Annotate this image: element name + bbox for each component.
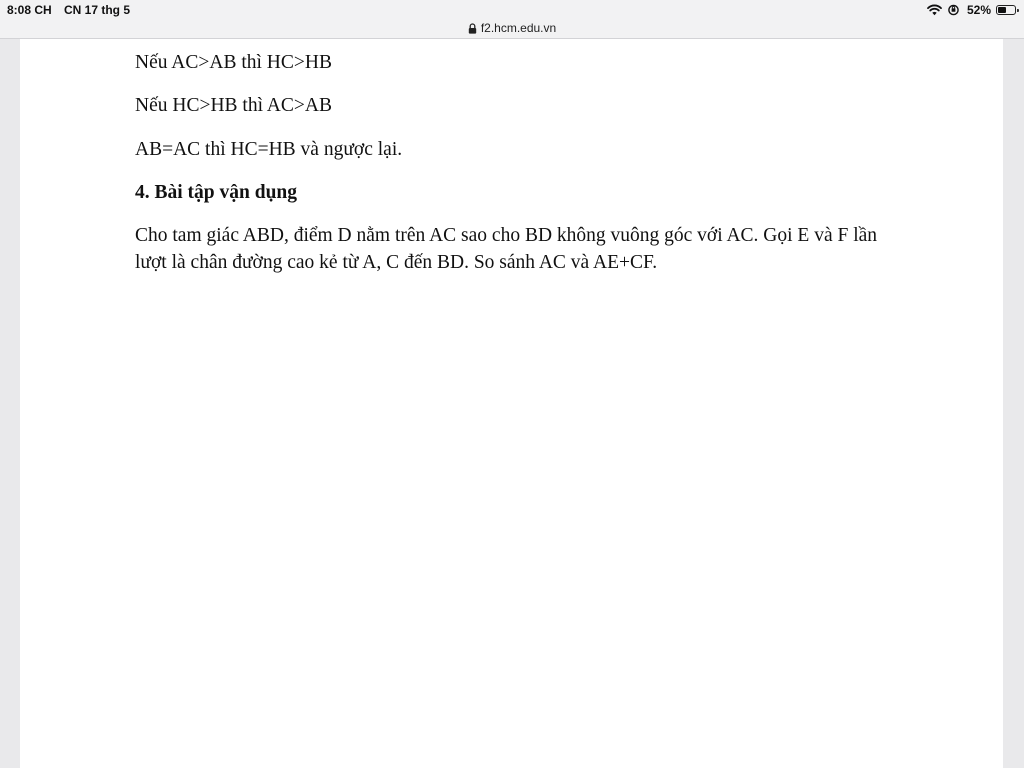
- document-content: [135, 49, 905, 293]
- text-line-3: AB=AC thì HC=HB và ngược lại.: [135, 138, 403, 160]
- status-time: 8:08 CH: [7, 3, 52, 17]
- battery-fill: [998, 7, 1006, 13]
- battery-icon: [996, 5, 1016, 15]
- section-heading: 4. Bài tập vận dụng: [135, 181, 298, 203]
- battery-percent: 52%: [966, 3, 991, 17]
- lock-icon: [468, 23, 477, 34]
- wifi-icon: [927, 4, 942, 16]
- status-date: CN 17 thg 5: [64, 3, 131, 17]
- orientation-lock-icon: [947, 4, 962, 16]
- address-bar[interactable]: [0, 18, 1024, 39]
- status-bar: [0, 0, 1024, 20]
- battery-cap: [1017, 9, 1019, 13]
- exercise-paragraph: Cho tam giác ABD, điểm D nằm trên AC sao cho BD không vuông góc với AC. Gọi E và F lần lượt là chân đường cao kẻ từ A, C đến BD. So sánh AC và AE+CF.: [135, 225, 878, 274]
- status-indicators: [927, 3, 1016, 17]
- document-page: [20, 39, 1003, 768]
- text-line-1: Nếu AC>AB thì HC>HB: [135, 52, 332, 73]
- text-line-2: Nếu HC>HB thì AC>AB: [135, 95, 332, 117]
- url-text[interactable]: f2.hcm.edu.vn: [480, 21, 557, 35]
